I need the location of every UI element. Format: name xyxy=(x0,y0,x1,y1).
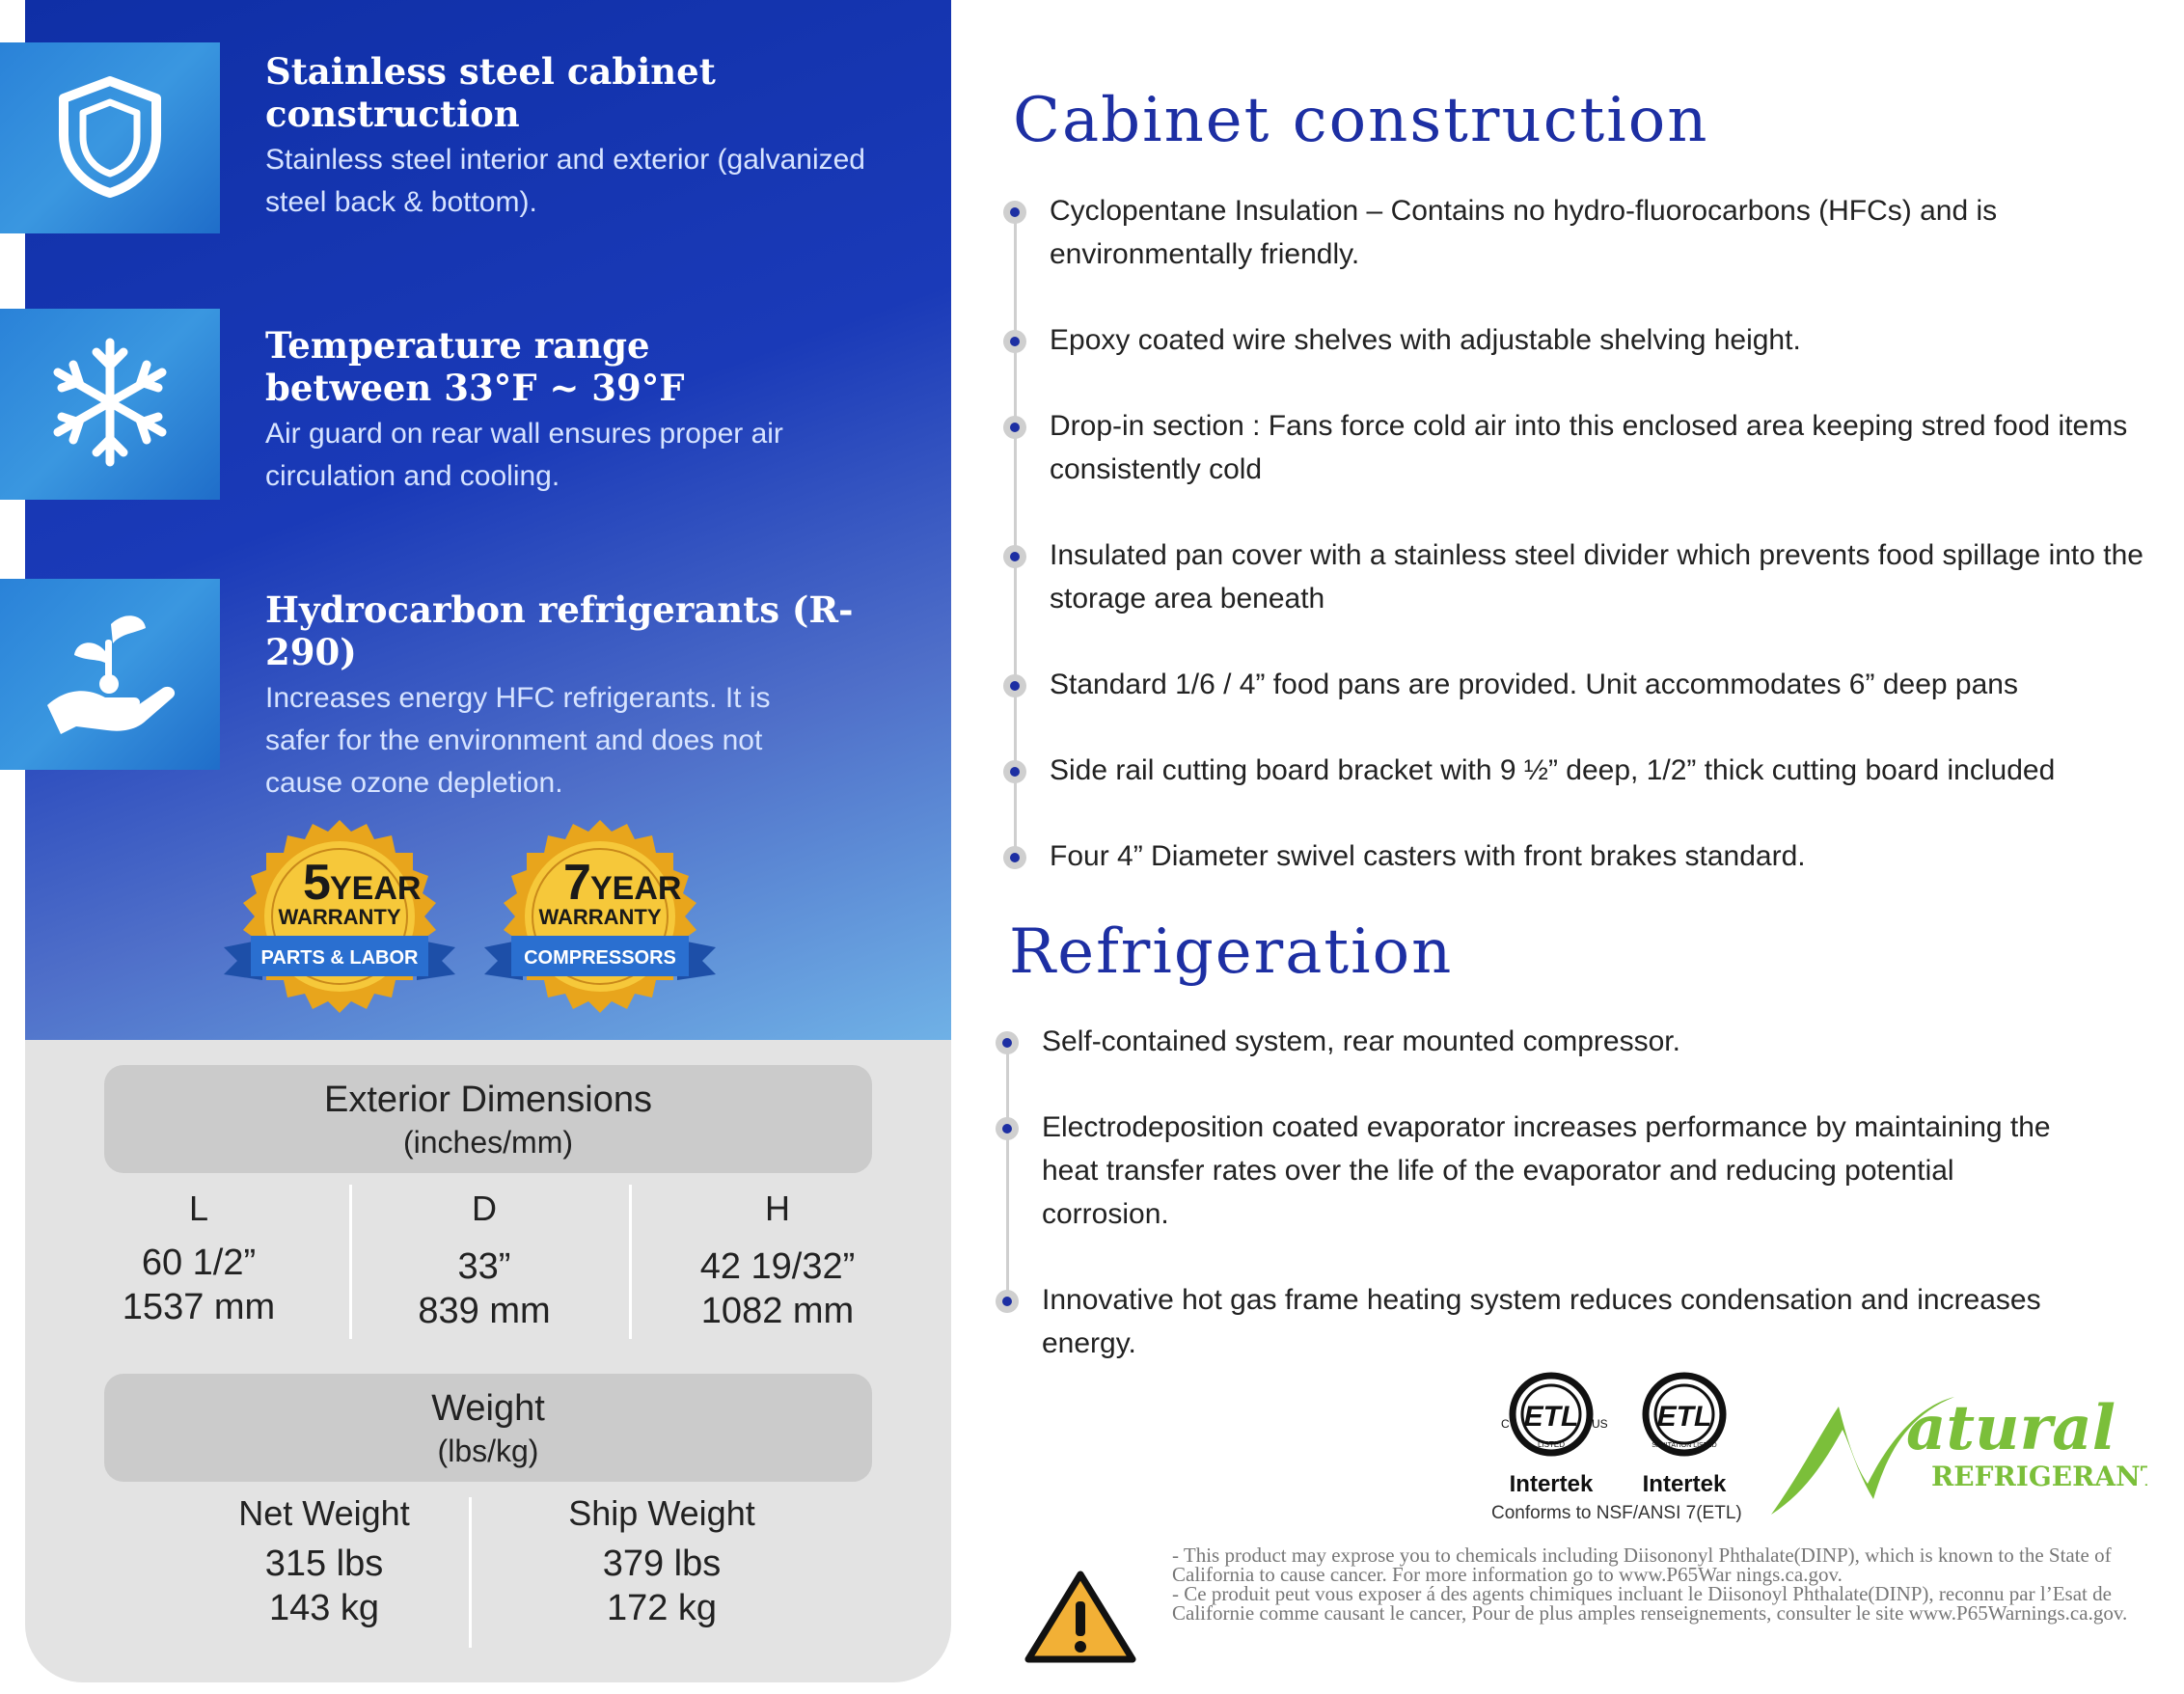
bullet-dot xyxy=(996,1117,1019,1140)
warranty-badge-7-year xyxy=(484,816,716,1019)
feature-tile-3 xyxy=(0,579,220,770)
refrigeration-timeline xyxy=(1006,1042,1009,1302)
dim-mm: 1537 mm xyxy=(122,1287,276,1327)
weight-label: Net Weight xyxy=(238,1493,410,1533)
etl-brand: Intertek xyxy=(1509,1471,1594,1497)
natural-sub: REFRIGERANT xyxy=(1931,1461,2147,1492)
dim-inch: 33” xyxy=(457,1246,511,1287)
bullet-dot xyxy=(1003,416,1026,439)
badge-ribbon: COMPRESSORS xyxy=(524,947,676,969)
conforms-text: Conforms to NSF/ANSI 7(ETL) xyxy=(1491,1503,1742,1523)
bullet-dot xyxy=(996,1290,1019,1313)
snowflake-icon xyxy=(42,335,177,474)
etl-sanitation-mark xyxy=(1626,1370,1742,1498)
divider xyxy=(469,1497,472,1648)
bullet-dot xyxy=(1003,760,1026,783)
dim-mm: 1082 mm xyxy=(700,1291,855,1331)
bullet-text: Drop-in section : Fans force cold air into this enclosed area keeping stred food items consistently cold xyxy=(1050,410,2128,485)
weight-kg: 143 kg xyxy=(268,1588,380,1628)
bullet-dot xyxy=(1003,545,1026,568)
etl-text: ETL xyxy=(1656,1401,1712,1433)
cabinet-section-title: Cabinet construction xyxy=(1013,85,1709,156)
bullet-text: Cyclopentane Insulation – Contains no hydro-fluorocarbons (HFCs) and is environmentally friendly. xyxy=(1050,195,1998,270)
weight-kg: 172 kg xyxy=(606,1588,718,1628)
dim-inch: 60 1/2” xyxy=(141,1243,257,1283)
dim-mm: 839 mm xyxy=(418,1291,551,1331)
etl-c: C xyxy=(1501,1417,1510,1431)
badge-year: YEAR xyxy=(590,870,682,907)
divider xyxy=(629,1185,632,1339)
natural-refrigerant-logo xyxy=(1761,1378,2147,1522)
dim-label: D xyxy=(472,1189,497,1228)
warning-en: - This product may exprose you to chemicals including Diisononyl Phthalate(DINP), which is known to the State of California to cause cancer. For more information go to www.P65War nings.ca.gov. xyxy=(1172,1544,2112,1586)
etl-listed: LISTED xyxy=(1537,1440,1566,1449)
badge-ribbon: PARTS & LABOR xyxy=(260,947,419,969)
weight-lbs: 315 lbs xyxy=(264,1544,384,1584)
feature-2 xyxy=(265,324,921,498)
warranty-badge-5-year xyxy=(224,816,455,1019)
etl-text: ETL xyxy=(1523,1401,1579,1433)
prop65-warning xyxy=(1172,1545,2166,1623)
bullet-text: Electrodeposition coated evaporator increases performance by maintaining the heat transfer rates over the life of the evaporator and reducing potential corrosion. xyxy=(1042,1111,2051,1230)
specs-panel xyxy=(25,1040,951,1682)
feature-3 xyxy=(265,588,921,805)
etl-us: US xyxy=(1592,1417,1608,1431)
bullet-dot xyxy=(1003,201,1026,224)
dim-inch: 42 19/32” xyxy=(699,1246,856,1287)
dim-label: H xyxy=(765,1189,790,1228)
badge-number: 5 xyxy=(303,855,331,911)
feature-title: Hydrocarbon refrigerants (R-290) xyxy=(265,588,854,673)
dimensions-unit: (inches/mm) xyxy=(402,1125,573,1160)
weight-title: Weight xyxy=(431,1388,545,1429)
plant-hand-icon xyxy=(38,605,182,744)
bullet-text: Four 4” Diameter swivel casters with front brakes standard. xyxy=(1050,840,1806,872)
bullet-text: Self-contained system, rear mounted compressor. xyxy=(1042,1025,1680,1057)
bullet-dot xyxy=(1003,330,1026,353)
natural-word: atural xyxy=(1906,1392,2116,1464)
shield-icon xyxy=(52,73,168,203)
refrigeration-section-title: Refrigeration xyxy=(1009,916,1454,988)
bullet-text: Side rail cutting board bracket with 9 ½” deep, 1/2” thick cutting board included xyxy=(1050,754,2056,786)
dim-label: L xyxy=(188,1189,209,1228)
badge-warranty: WARRANTY xyxy=(278,905,401,929)
bullet-text: Standard 1/6 / 4” food pans are provided. Unit accommodates 6” deep pans xyxy=(1050,669,2018,700)
weight-lbs: 379 lbs xyxy=(602,1544,722,1584)
divider xyxy=(349,1185,352,1339)
etl-brand: Intertek xyxy=(1642,1471,1727,1497)
feature-desc: Air guard on rear wall ensures proper air circulation and cooling. xyxy=(265,418,783,492)
dim-height xyxy=(662,1187,893,1333)
feature-desc: Increases energy HFC refrigerants. It is safer for the environment and does not cause ozone depletion. xyxy=(265,682,771,799)
feature-tile-2 xyxy=(0,309,220,500)
bullet-dot xyxy=(1003,846,1026,869)
weight-unit: (lbs/kg) xyxy=(437,1434,539,1468)
warning-fr: - Ce produit peut vous exposer á des agents chimiques incluant le Diisonoyl Phthalate(DINP), reconnu par l’Esat de Californie comme causant le cancer, Pour de plus amples renseignements, consulter le site www.P65Warnings.ca.gov. xyxy=(1172,1582,2128,1625)
badge-year: YEAR xyxy=(330,870,422,907)
weight-header xyxy=(104,1374,872,1482)
badge-number: 7 xyxy=(563,855,591,911)
feature-title: Stainless steel cabinet construction xyxy=(265,50,716,135)
dimensions-title: Exterior Dimensions xyxy=(324,1079,652,1120)
dim-length xyxy=(102,1187,295,1329)
warning-icon xyxy=(1023,1569,1138,1665)
feature-desc: Stainless steel interior and exterior (galvanized steel back & bottom). xyxy=(265,144,865,218)
ship-weight xyxy=(527,1491,797,1630)
bullet-text: Insulated pan cover with a stainless steel divider which prevents food spillage into the storage area beneath xyxy=(1050,539,2143,615)
weight-label: Ship Weight xyxy=(568,1493,755,1533)
bullet-dot xyxy=(996,1031,1019,1054)
bullet-text: Epoxy coated wire shelves with adjustable shelving height. xyxy=(1050,324,1801,356)
dim-depth xyxy=(388,1187,581,1333)
bullet-dot xyxy=(1003,674,1026,697)
feature-title: Temperature range between 33°F ~ 39°F xyxy=(265,324,685,409)
badge-warranty: WARRANTY xyxy=(538,905,662,929)
feature-1 xyxy=(265,50,921,224)
etl-sanitation: SANITATION LISTED xyxy=(1652,1442,1717,1449)
feature-tile-1 xyxy=(0,42,220,233)
bullet-text: Innovative hot gas frame heating system reduces condensation and increases energy. xyxy=(1042,1284,2041,1359)
dimensions-header xyxy=(104,1065,872,1173)
net-weight xyxy=(199,1491,450,1630)
etl-listed-mark xyxy=(1493,1370,1609,1498)
